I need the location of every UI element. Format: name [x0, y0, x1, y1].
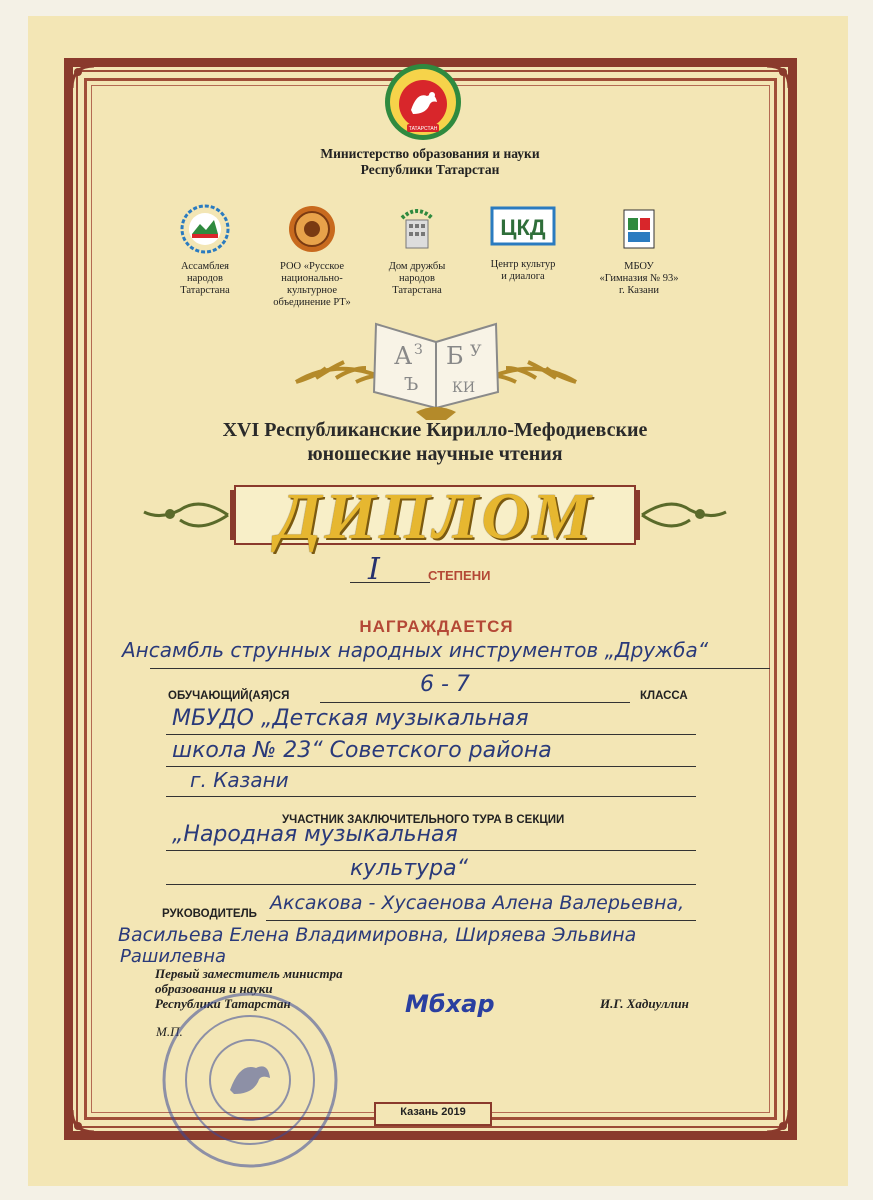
org-assembly-line: народов	[186, 273, 224, 284]
org-assembly-line: Татарстана	[180, 285, 230, 296]
section-line-2: культура“	[350, 856, 469, 881]
org-friendship-house-line: Татарстана	[392, 285, 442, 296]
svg-text:КИ: КИ	[452, 380, 476, 396]
org-assembly	[150, 204, 260, 297]
svg-text:Ъ: Ъ	[404, 374, 419, 395]
gymnasium-logo-icon	[614, 204, 664, 254]
supervisor-line-2: Васильева Елена Владимировна, Ширяева Эльвина	[118, 924, 637, 946]
event-title	[120, 418, 750, 466]
signatory-line-3: Республики Татарстан	[155, 996, 291, 1011]
event-title-line-1: XVI Республиканские Кирилло-Мефодиевские	[222, 419, 648, 441]
event-title-line-2: юношеские научные чтения	[307, 443, 563, 465]
student-label: ОБУЧАЮЩИЙ(АЯ)СЯ	[168, 690, 290, 702]
svg-text:Б: Б	[446, 342, 464, 370]
org-gymnasium	[584, 204, 694, 297]
tatarstan-emblem-icon	[383, 62, 463, 142]
org-russian-union-line: национально-	[281, 273, 343, 284]
ministry-line-1: Министерство образования и науки	[320, 146, 540, 161]
school-underline-1	[166, 734, 696, 735]
org-russian-union-line: РОО «Русское	[279, 261, 345, 272]
class-value: 6 - 7	[420, 672, 470, 697]
recipient-underline	[150, 668, 770, 669]
diploma-heading: ДИПЛОМ	[276, 480, 594, 553]
mp-label: М.П.	[156, 1024, 183, 1039]
friendship-house-logo-icon	[392, 204, 442, 254]
corner-ornament-icon	[757, 58, 797, 98]
signature: Мбхар	[405, 990, 495, 1018]
assembly-logo-icon	[180, 204, 230, 254]
org-friendship-house	[362, 204, 472, 297]
supervisor-line-3: Рашилевна	[120, 946, 227, 967]
school-line-3: г. Казани	[190, 768, 289, 792]
svg-text:ТАТАРСТАН: ТАТАРСТАН	[408, 126, 438, 132]
supervisor-underline	[266, 920, 696, 921]
corner-ornament-icon	[64, 58, 104, 98]
supervisor-label: РУКОВОДИТЕЛЬ	[162, 908, 257, 920]
org-friendship-house-line: Дом дружбы	[388, 261, 446, 272]
corner-ornament-icon	[757, 1100, 797, 1140]
org-culture-center-line: и диалога	[501, 271, 545, 282]
org-culture-center	[468, 204, 578, 283]
svg-text:ЦКД: ЦКД	[500, 215, 546, 240]
org-friendship-house-line: народов	[398, 273, 436, 284]
russian-union-logo-icon	[287, 204, 337, 254]
org-gymnasium-line: МБОУ	[624, 261, 654, 272]
school-line-1: МБУДО „Детская музыкальная	[172, 706, 529, 731]
official-stamp-icon	[160, 990, 340, 1170]
svg-text:У: У	[470, 341, 482, 360]
org-russian-union-line: объединение РТ»	[273, 297, 351, 308]
section-line-1: „Народная музыкальная	[172, 822, 458, 847]
school-underline-3	[166, 796, 696, 797]
degree-underline	[350, 582, 430, 583]
awarded-label: НАГРАЖДАЕТСЯ	[359, 617, 514, 636]
degree-value: I	[368, 552, 380, 587]
class-underline	[320, 702, 630, 703]
section-label: УЧАСТНИК ЗАКЛЮЧИТЕЛЬНОГО ТУРА В СЕКЦИИ	[282, 814, 565, 826]
svg-text:З: З	[414, 342, 423, 358]
org-gymnasium-line: г. Казани	[619, 285, 659, 296]
footer-city-year: Казань 2019	[400, 1106, 466, 1118]
section-underline-1	[166, 850, 696, 851]
school-line-2: школа № 23“ Советского района	[172, 738, 552, 763]
supervisor-line-1: Аксакова - Хусаенова Алена Валерьевна,	[270, 892, 685, 914]
signatory-line-2: образования и науки	[155, 981, 273, 996]
school-underline-2	[166, 766, 696, 767]
signatory-name: И.Г. Хадиуллин	[600, 996, 689, 1011]
org-assembly-line: Ассамблея	[181, 261, 229, 272]
corner-ornament-icon	[64, 1100, 104, 1140]
recipient-name: Ансамбль струнных народных инструментов „Дружба“	[122, 638, 709, 662]
class-label: КЛАССА	[640, 690, 688, 702]
degree-label: СТЕПЕНИ	[428, 568, 491, 583]
open-book-laurel-icon	[286, 312, 586, 422]
ministry-name	[250, 146, 610, 178]
org-russian-union-line: культурное	[287, 285, 337, 296]
org-russian-union	[252, 204, 372, 309]
section-underline-2	[166, 884, 696, 885]
ckd-logo-icon	[488, 204, 558, 248]
svg-text:А: А	[394, 342, 413, 370]
org-culture-center-line: Центр культур	[490, 259, 556, 270]
ministry-line-2: Республики Татарстан	[360, 162, 500, 177]
degree-row	[330, 552, 530, 588]
org-gymnasium-line: «Гимназия № 93»	[599, 273, 679, 284]
signatory-line-1: Первый заместитель министра	[155, 966, 343, 981]
